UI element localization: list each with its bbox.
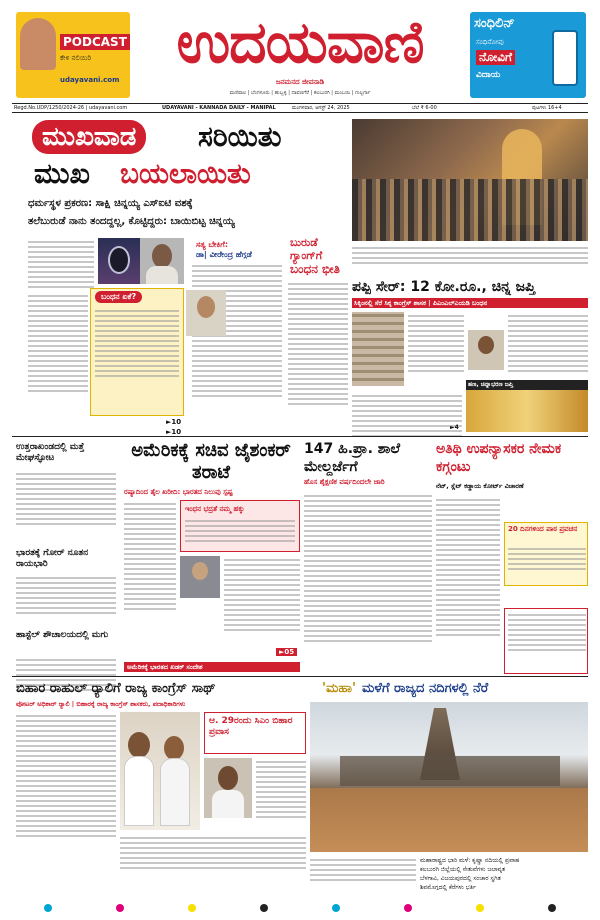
- lecturer-sub: ನೆಟ್, ಸ್ಲೆಟ್ ಕಡ್ಡಾಯ ಕೋರ್ಟ್ ವಿಚಾರಣೆ: [436, 482, 524, 490]
- gang-title: ಬುರುಡೆ ಗ್ಯಾಂಗ್‌ಗೆ: [290, 236, 323, 262]
- temple-flood-photo: [310, 702, 588, 852]
- lead-footer-1: [28, 418, 184, 425]
- seized-gold-caption: ಹಣ, ಚಿನ್ನಾಭರಣ ಜಪ್ತಿ: [466, 380, 588, 390]
- school-sub: ಹೊಸ ಶೈಕ್ಷಣಿಕ ವರ್ಷದಿಂದಲೇ ಜಾರಿ: [304, 478, 385, 486]
- cm-tour-box: [204, 712, 306, 754]
- lecturer-text-1: [436, 496, 500, 639]
- right-lead-headline: ಪಪ್ಪಿ ಸೇರ್: 12 ಕೋ.ರೂ., ಚಿನ್ನ ಜಪ್ತಿ: [352, 279, 536, 295]
- right-lead-text-3: [352, 392, 462, 440]
- gang-sub: ಬಂಧನ ಭೀತಿ: [290, 262, 340, 276]
- host-photo: [20, 18, 56, 70]
- cm-tour-text: ಆ. 29ರಂದು ಸಿಎಂ ಬಿಹಾರ ಪ್ರವಾಸ: [209, 716, 293, 737]
- why-arrested-box: [90, 288, 184, 416]
- lead-headline-1: ಸರಿಯಿತು: [198, 120, 282, 153]
- price: ಬೆಲೆ ₹ 6-00: [412, 105, 437, 111]
- ad-line3: ವಿದಾಯ: [476, 70, 501, 80]
- flood-bullet-3: ಬೆಳಗಾವಿ, ವಿಜಯಪುರದಲ್ಲಿ ಸಂಚಾರ ಸ್ಥಗಿತ: [420, 875, 501, 882]
- ad-brand: ಸಂಧಿಲಿನ್: [474, 16, 515, 31]
- jaishankar-text-1: [124, 500, 176, 613]
- page-count: ಪುಟಗಳು 16+4: [532, 105, 562, 111]
- jaishankar-sub: ರಷ್ಯಾದಿಂದ ತೈಲ ಖರೀದಿ: ಭಾರತದ ನಿಲುವು ಸ್ಪಷ್ಟ: [124, 488, 233, 496]
- brief-head-3: ಹಾಸ್ಟೆಲ್ ಶೌಚಾಲಯದಲ್ಲಿ ಮಗು: [16, 630, 109, 640]
- ref-page-2[interactable]: ►10: [166, 428, 182, 436]
- lecturer-box-title: 20 ದಿನಗಳಿಂದ ಪಾಠ ಪ್ರವಚನ: [508, 525, 578, 533]
- paper-name: UDAYAVANI - KANNADA DAILY - MANIPAL: [162, 105, 276, 111]
- flood-headline: ಮಳೆಗೆ ರಾಜ್ಯದ ನದಿಗಳಲ್ಲಿ ನೆರೆ: [362, 681, 489, 696]
- jaishankar-ref[interactable]: ►05: [276, 648, 297, 656]
- jaishankar-headline: ಅಮೆರಿಕಕ್ಕೆ ಸಚಿವ ಜೈಶಂಕರ್ ತರಾಟೆ: [131, 440, 291, 483]
- ref-page-1[interactable]: ►10: [166, 418, 182, 426]
- jaishankar-text-2: [224, 556, 300, 634]
- masthead-editions: ಮಣಿಪಾಲ | ಬೆಂಗಳೂರು | ಹುಬ್ಬಳ್ಳಿ | ದಾವಣಗೆರೆ | ಕಲಬುರಗಿ | ಮಂಬಯಿ | ಗುಲ್ಬರ್ಗಾ: [229, 90, 371, 96]
- lecturer-headline: ಅತಿಥಿ ಉಪನ್ಯಾಸಕರ ನೇಮಕ ಕಗ್ಗಂಟು: [436, 441, 562, 475]
- masthead-tagline: ಜನಮನದ ಜೀವನಾಡಿ: [275, 78, 325, 86]
- jaishankar-quote-box: [180, 500, 300, 552]
- section-divider-2: [12, 676, 588, 677]
- rally-photo: [120, 712, 200, 830]
- procession-photo: [352, 119, 588, 241]
- lead-text-col1: [28, 238, 94, 292]
- right-lead-text-2: [508, 312, 588, 375]
- product-bottle-icon: [552, 30, 578, 86]
- school-text: [304, 492, 432, 645]
- brief-head-1: ಉತ್ತರಾಖಂಡದಲ್ಲಿ ಮತ್ತೆ ಮೇಘಸ್ಫೋಟ: [16, 442, 85, 463]
- reg-number: Regd.No.UDP/1250/2024-26 | udayavani.com: [14, 105, 128, 111]
- bihar-text-3: [120, 834, 306, 872]
- accused-photo: [140, 238, 184, 284]
- lead-headline-red: ಮುಖವಾಡ: [32, 120, 146, 154]
- side-title: ಸತ್ಯ ಬೇಕಿಗೆ:: [196, 240, 229, 249]
- bihar-text-2: [256, 758, 306, 821]
- lead-subhead-2: ತಲೆಬುರುಡೆ ನಾನು ತಂದದ್ದಲ್ಲ, ಕೊಟ್ಟಿದ್ದರು: ಬಾಯಿಬಿಟ್ಟ ಚಿನ್ನಯ್ಯ: [28, 216, 235, 227]
- flood-bullet-1: ಮಹಾರಾಷ್ಟ್ರದ ಭಾರಿ ಮಳೆ: ಕೃಷ್ಣಾ ನದಿಯಲ್ಲಿ ಪ್ರವಾಹ: [420, 857, 520, 864]
- seized-cash-photo: [352, 312, 404, 386]
- side-name: ಡಾ| ವೀರೇಂದ್ರ ಹೆಗ್ಗಡೆ: [196, 250, 252, 259]
- lead-headline-2b: ಬಯಲಾಯಿತು: [120, 157, 251, 190]
- issue-date: ಮಂಗಳವಾರ, ಆಗಸ್ಟ್ 24, 2025: [292, 105, 350, 111]
- flood-bullet-2: ಕಲಬುರಗಿ ಜಿಲ್ಲೆಯಲ್ಲಿ ಸೇತುವೆಗಳು ಜಲಾವೃತ: [420, 866, 506, 873]
- legislator-photo: [468, 330, 504, 370]
- section-divider: [12, 436, 588, 437]
- jaishankar-photo: [180, 556, 220, 598]
- podcast-sub: ಕೇಳಿ ನಲಿಯಿರಿ: [60, 54, 92, 62]
- gang-text: [288, 280, 348, 408]
- seized-gold-photo: [466, 390, 588, 432]
- brief-text-2: [16, 574, 116, 617]
- right-ad-sandhilin[interactable]: [470, 12, 586, 98]
- podcast-site[interactable]: udayavani.com: [60, 76, 120, 84]
- photo-caption: [352, 244, 588, 267]
- podcast-label: PODCAST: [60, 34, 130, 50]
- info-bar: [12, 103, 588, 113]
- school-headline: 147 ಹಿ.ಪ್ರಾ. ಶಾಲೆ ಮೇಲ್ದರ್ಜೆಗೆ: [304, 441, 401, 475]
- brief-text-1: [16, 470, 116, 528]
- lecturer-box: [504, 522, 588, 586]
- cm-photo: [204, 758, 252, 818]
- jaishankar-strip: ಅಮೆರಿಕಕ್ಕೆ ಭಾರತದ ಖಡಕ್ ಸಂದೇಶ: [124, 662, 300, 672]
- right-lead-text-1: [408, 312, 464, 375]
- accused-mask-photo: [98, 238, 140, 284]
- ad-line1: ಸಂಧಿನೋವು: [476, 38, 504, 46]
- flood-bullets: [420, 856, 588, 892]
- bihar-text-1: [16, 712, 116, 840]
- heggade-photo: [186, 290, 226, 336]
- lead-text-col1b: [28, 292, 88, 412]
- why-arrested-title: ಬಂಧನ ಏಕೆ?: [95, 291, 142, 303]
- right-lead-sub: ಸಿಕ್ಕಿಂನಲ್ಲಿ ಸೆರೆ ಸಿಕ್ಕ ಕಾಂಗ್ರೆಸ್ ಶಾಸಕ | ಪಿಎಂಎಲ್‌ಎಯಡಿ ಬಂಧನ: [352, 298, 588, 308]
- lead-headline-2a: ಮುಖ: [34, 157, 90, 190]
- bihar-headline: ಬಿಹಾರ ರಾಹುಲ್ ರ‍್ಯಾಲಿಗೆ ರಾಜ್ಯ ಕಾಂಗ್ರೆಸ್ ಸಾಥ್: [16, 681, 216, 696]
- flood-caption: [310, 856, 416, 884]
- left-ad-podcast[interactable]: [16, 12, 130, 98]
- right-ref[interactable]: ►4: [450, 424, 459, 431]
- ad-line2: ನೋವಿಗೆ: [476, 50, 515, 65]
- print-registration-marks: [12, 904, 588, 912]
- quote-text: ಇಂಧನ ಭದ್ರತೆ ನಮ್ಮ ಹಕ್ಕು: [185, 505, 245, 513]
- flood-headline-yellow: 'ಮಹಾ': [322, 681, 356, 696]
- bihar-sub: ವೋಟರ್ ಅಧಿಕಾರ್ ರ‍್ಯಾಲಿ | ಬಿಹಾರಕ್ಕೆ ರಾಜ್ಯ ಕಾಂಗ್ರೆಸ್ ಶಾಸಕರು, ಪದಾಧಿಕಾರಿಗಳು: [16, 700, 186, 708]
- masthead-title: ಉದಯವಾಣಿ: [176, 8, 424, 76]
- flood-bullet-4: ಶಿವಮೊಗ್ಗದಲ್ಲಿ ಕೆರೆಗಳು ಭರ್ತಿ: [420, 884, 477, 891]
- lead-subhead-1: ಧರ್ಮಸ್ಥಳ ಪ್ರಕರಣ: ಸಾಕ್ಷಿ ಚಿನ್ನಯ್ಯ ಎಸ್‌ಐಟಿ ವಶಕ್ಕೆ: [28, 198, 193, 209]
- brief-head-2: ಭಾರತಕ್ಕೆ ಗೋರ್ ನೂತನ ರಾಯಭಾರಿ: [16, 548, 89, 569]
- lecturer-quote-box: [504, 608, 588, 674]
